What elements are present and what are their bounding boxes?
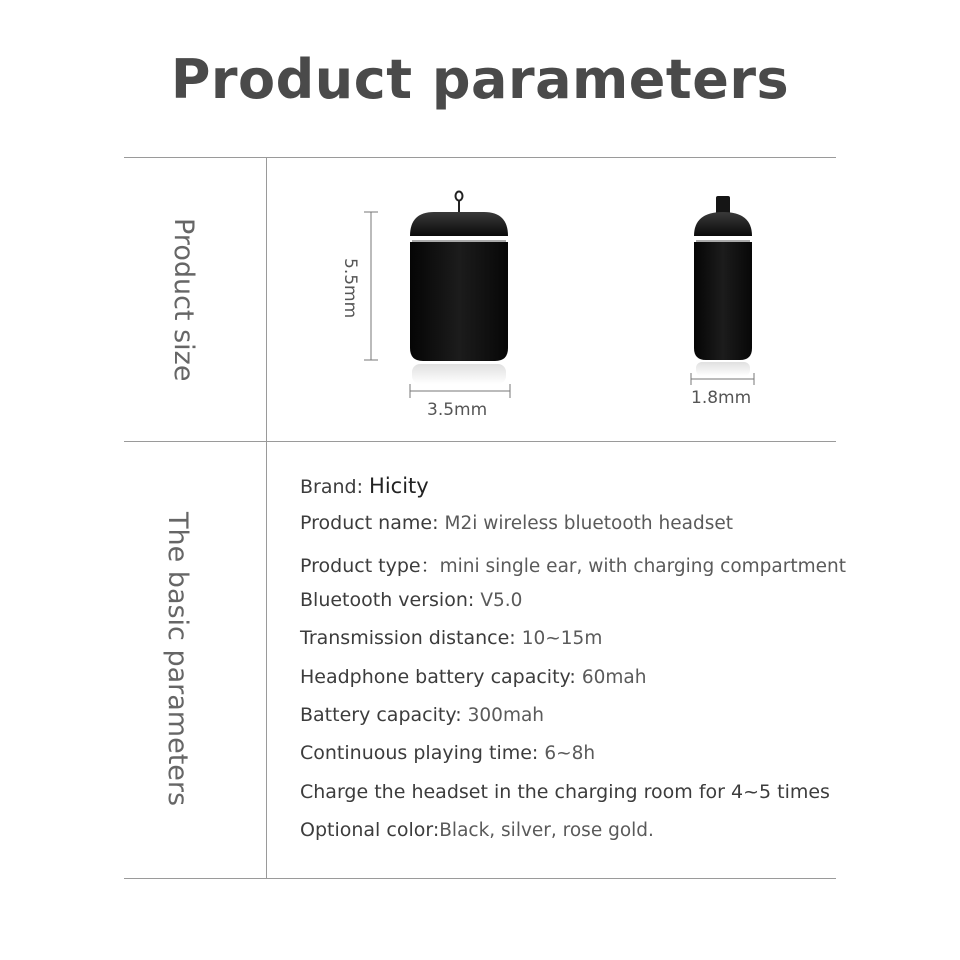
spec-value: V5.0 — [480, 590, 523, 611]
spec-row-optional-color — [300, 819, 654, 841]
spec-value: 10~15m — [521, 628, 603, 649]
spec-label: Product name: — [300, 512, 445, 534]
basic-parameters-label: The basic parameters — [162, 512, 193, 807]
spec-label: Charge the headset in the charging room for 4~5 times — [300, 781, 830, 803]
spec-label: Optional color: — [300, 819, 440, 841]
spec-label: Bluetooth version: — [300, 589, 481, 611]
height-dimension-label: 5.5mm — [340, 258, 360, 319]
spec-row-charge-times — [300, 781, 830, 803]
spec-value: M2i wireless bluetooth headset — [444, 513, 733, 534]
spec-label: Brand: — [300, 476, 370, 498]
height-dimension-line — [364, 212, 378, 360]
spec-row-product-name — [300, 512, 733, 534]
spec-row-product-type — [300, 551, 846, 578]
spec-value: Black, silver, rose gold. — [439, 820, 654, 841]
spec-label: Continuous playing time: — [300, 742, 545, 764]
spec-row-battery-capacity — [300, 704, 544, 726]
spec-value: 60mah — [581, 667, 647, 688]
page-title: Product parameters — [170, 48, 790, 111]
spec-row-playing-time — [300, 742, 595, 764]
width-dimension-line — [410, 384, 510, 398]
width-dimension-label: 3.5mm — [427, 400, 488, 420]
product-size-label: Product size — [168, 218, 199, 382]
spec-label: Transmission distance: — [300, 627, 522, 649]
spec-row-headphone-battery — [300, 666, 646, 688]
spec-label: Battery capacity: — [300, 704, 468, 726]
spec-row-brand — [300, 474, 429, 498]
charging-case-side — [694, 196, 752, 376]
charging-case-front — [410, 192, 508, 385]
spec-value: 6~8h — [544, 743, 596, 764]
spec-value: mini single ear, with charging compartment — [439, 556, 846, 577]
spec-row-transmission-distance — [300, 627, 602, 649]
depth-dimension-label: 1.8mm — [691, 388, 752, 408]
spec-value: 300mah — [467, 705, 545, 726]
spec-label: Product type： — [300, 555, 440, 577]
spec-label: Headphone battery capacity: — [300, 666, 582, 688]
spec-value: Hicity — [369, 474, 429, 498]
spec-row-bluetooth-version — [300, 589, 522, 611]
